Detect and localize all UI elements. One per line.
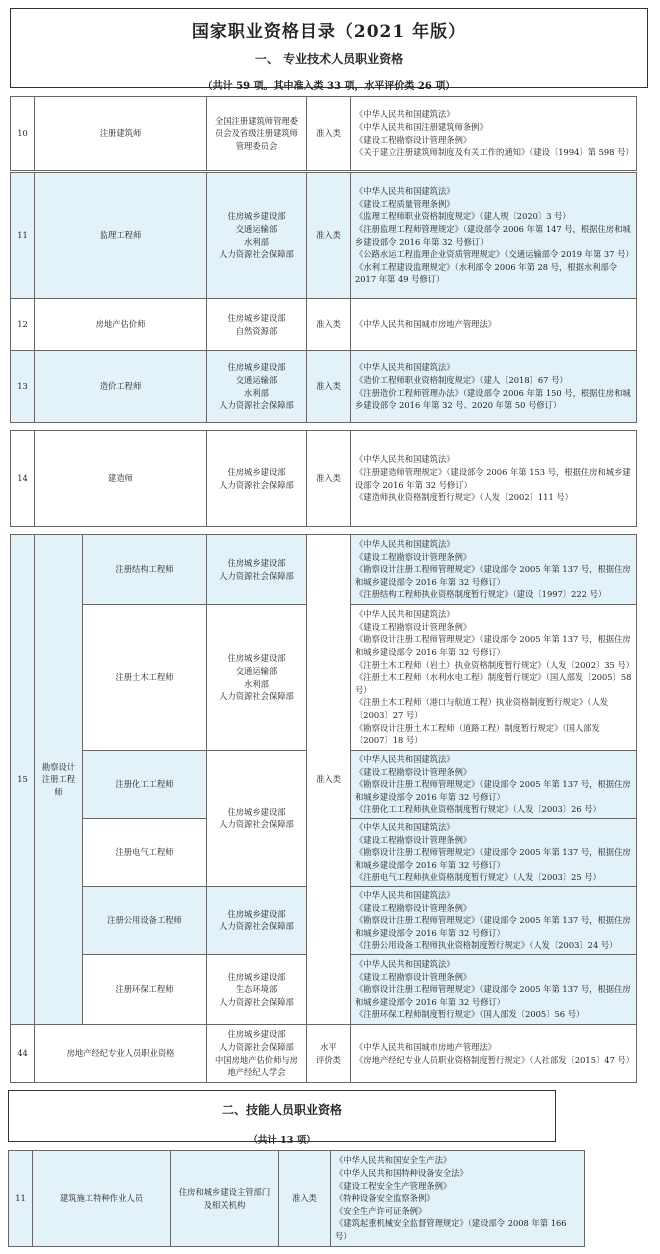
legal-basis: 《中华人民共和国建筑法》 《建设工程质量管理条例》 《监理工程师职业资格制度规定》（建人规〔2020〕3 号） 《注册监理工程师管理规定》（建设部令 2006 年第 147 号，根据住房和城乡建设部令 2016 年第 32 号修订） 《公路水运工程监理企业资质管理规定》（交通运输部令 2019 年第 37 号） 《水利工程建设监理规定》（水利部令 2006 年第 28 号，根据水利部令 2017 年第 49 号修订） (351, 173, 637, 299)
legal-basis: 《中华人民共和国建筑法》 《建设工程勘察设计管理条例》 《勘察设计注册工程师管理规定》（建设部令 2005 年第 137 号，根据住房和城乡建设部令 2016 年第 32 号修订） 《注册公用设备工程师执业资格制度暂行规定》（人发〔2003〕24 号） (351, 886, 637, 954)
department: 住房城乡建设部 人力资源社会保障部 (207, 535, 307, 605)
department: 住房城乡建设部 交通运输部 水利部 人力资源社会保障部 (207, 605, 307, 751)
table-section2-row (8, 1150, 585, 1247)
row-number: 15 (11, 535, 35, 1025)
qualification-type: 准入类 (307, 535, 351, 1025)
department: 住房城乡建设部 人力资源社会保障部 中国房地产估价师与房 地产经纪人学会 (207, 1025, 307, 1083)
legal-basis: 《中华人民共和国城市房地产管理法》 《房地产经纪专业人员职业资格制度暂行规定》（人社部发〔2015〕47 号） (351, 1025, 637, 1083)
qualification-type: 准入类 (307, 351, 351, 423)
section2-title: 二、技能人员职业资格 (221, 1103, 342, 1117)
qualification-name: 房地产经纪专业人员职业资格 (35, 1025, 207, 1083)
qualification-type: 准入类 (307, 299, 351, 351)
sub-qualification-name: 注册结构工程师 (83, 535, 207, 605)
qualification-type: 水平 评价类 (307, 1025, 351, 1083)
department: 住房城乡建设部 人力资源社会保障部 (207, 886, 307, 954)
row-number: 10 (11, 97, 35, 171)
table-rows-11-13 (10, 172, 637, 423)
table-row-44 (10, 1024, 637, 1083)
legal-basis: 《中华人民共和国安全生产法》 《中华人民共和国特种设备安全法》 《建设工程安全生产管理条例》 《特种设备安全监察条例》 《安全生产许可证条例》 《建筑起重机械安全监督管理规定》（建设部令 2008 年第 166 号） (331, 1151, 585, 1247)
qualification-type: 准入类 (279, 1151, 331, 1247)
department: 住房城乡建设部 交通运输部 水利部 人力资源社会保障部 (207, 173, 307, 299)
qualification-name: 房地产估价师 (35, 299, 207, 351)
row-number: 14 (11, 431, 35, 527)
legal-basis: 《中华人民共和国建筑法》 《建设工程勘察设计管理条例》 《勘察设计注册工程师管理规定》（建设部令 2005 年第 137 号，根据住房和城乡建设部令 2016 年第 32 号修订） 《注册结构工程师执业资格制度暂行规定》（建设〔1997〕222 号） (351, 535, 637, 605)
legal-basis: 《中华人民共和国建筑法》 《建设工程勘察设计管理条例》 《勘察设计注册工程师管理规定》（建设部令 2005 年第 137 号，根据住房和城乡建设部令 2016 年第 32 号修订） 《注册电气工程师执业资格制度暂行规定》（人发〔2003〕25 号） (351, 819, 637, 887)
legal-basis: 《中华人民共和国建筑法》 《注册建造师管理规定》（建设部令 2006 年第 153 号，根据住房和城乡建设部令 2016 年第 32 号修订） 《建造师执业资格制度暂行规定》（人发〔2002〕111 号） (351, 431, 637, 527)
shared-department: 住房城乡建设部 人力资源社会保障部 (207, 751, 307, 887)
qualification-group: 勘察设计 注册工程 师 (35, 535, 83, 1025)
qualification-name: 注册建筑师 (35, 97, 207, 171)
sub-qualification-name: 注册公用设备工程师 (83, 886, 207, 954)
sub-qualification-name: 注册环保工程师 (83, 954, 207, 1024)
row-number: 11 (11, 173, 35, 299)
legal-basis: 《中华人民共和国建筑法》 《建设工程勘察设计管理条例》 《勘察设计注册工程师管理规定》（建设部令 2005 年第 137 号，根据住房和城乡建设部令 2016 年第 32 号修订） 《注册环保工程师制度暂行规定》（国人部发〔2005〕56 号） (351, 954, 637, 1024)
qualification-name: 建筑施工特种作业人员 (33, 1151, 171, 1247)
table-row-10 (10, 96, 637, 171)
section1-note: （共计 59 项。其中准入类 33 项，水平评价类 26 项） (202, 81, 456, 92)
qualification-type: 准入类 (307, 97, 351, 171)
sub-qualification-name: 注册土木工程师 (83, 605, 207, 751)
title-box (10, 8, 648, 92)
qualification-name: 造价工程师 (35, 351, 207, 423)
section1-title: 一、 专业技术人员职业资格 (254, 52, 404, 66)
qualification-name: 建造师 (35, 431, 207, 527)
row-number: 13 (11, 351, 35, 423)
legal-basis: 《中华人民共和国建筑法》 《造价工程师职业资格制度规定》（建人〔2018〕67 号） 《注册造价工程师管理办法》（建设部令 2006 年第 150 号，根据住房和城乡建设部令 2016 年第 32 号、2020 年第 50 号修订） (351, 351, 637, 423)
section2-title-box (8, 1090, 556, 1146)
page-title: 国家职业资格目录（2021 年版） (191, 22, 467, 42)
qualification-name: 监理工程师 (35, 173, 207, 299)
qualification-type: 准入类 (307, 173, 351, 299)
department: 住房和城乡建设主管部门 及相关机构 (171, 1151, 279, 1247)
department: 住房城乡建设部 人力资源社会保障部 (207, 431, 307, 527)
table-row-15 (10, 534, 637, 1025)
section2-note: （共计 13 项） (248, 1135, 316, 1146)
sub-qualification-name: 注册化工工程师 (83, 751, 207, 819)
row-number: 12 (11, 299, 35, 351)
row-number: 44 (11, 1025, 35, 1083)
department: 住房城乡建设部 交通运输部 水利部 人力资源社会保障部 (207, 351, 307, 423)
qualification-type: 准入类 (307, 431, 351, 527)
sub-qualification-name: 注册电气工程师 (83, 819, 207, 887)
department: 全国注册建筑师管理委 员会及省级注册建筑师 管理委员会 (207, 97, 307, 171)
legal-basis: 《中华人民共和国建筑法》 《中华人民共和国注册建筑师条例》 《建设工程勘察设计管理条例》 《关于建立注册建筑师制度及有关工作的通知》（建设〔1994〕第 598 号） (351, 97, 637, 171)
department: 住房城乡建设部 生态环境部 人力资源社会保障部 (207, 954, 307, 1024)
table-row-14 (10, 430, 637, 527)
department: 住房城乡建设部 自然资源部 (207, 299, 307, 351)
row-number: 11 (9, 1151, 33, 1247)
legal-basis: 《中华人民共和国建筑法》 《建设工程勘察设计管理条例》 《勘察设计注册工程师管理规定》（建设部令 2005 年第 137 号，根据住房和城乡建设部令 2016 年第 32 号修订） 《注册化工工程师执业资格制度暂行规定》（人发〔2003〕26 号） (351, 751, 637, 819)
legal-basis: 《中华人民共和国建筑法》 《建设工程勘察设计管理条例》 《勘察设计注册工程师管理规定》（建设部令 2005 年第 137 号，根据住房和城乡建设部令 2016 年第 32 号修订） 《注册土木工程师（岩土）执业资格制度暂行规定》（人发〔2002〕35 号） 《注册土木工程师（水利水电工程）制度暂行规定》（国人部发〔2005〕58 号） 《注册土木工程师（港口与航道工程）执业资格制度暂行规定》（人发〔2003〕27 号） 《勘察设计注册土木工程师（道路工程）制度暂行规定》（国人部发〔2007〕18 号） (351, 605, 637, 751)
legal-basis: 《中华人民共和国城市房地产管理法》 (351, 299, 637, 351)
